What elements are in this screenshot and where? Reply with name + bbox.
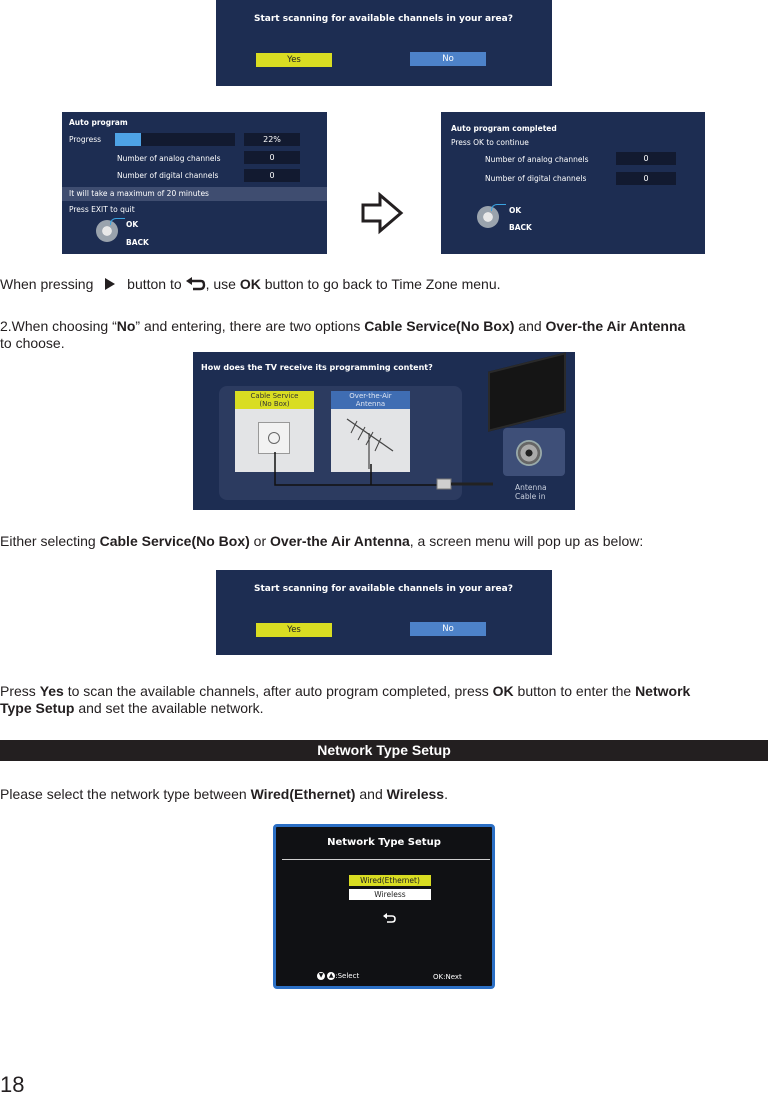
- no-button[interactable]: No: [410, 52, 486, 66]
- digital-channels-value: 0: [616, 172, 676, 185]
- progress-label: Progress: [69, 135, 102, 144]
- cable-line2: (No Box): [259, 400, 290, 408]
- return-icon[interactable]: [383, 913, 396, 923]
- programming-source-screen: [193, 352, 575, 510]
- instruction-paragraph-3: [0, 533, 768, 550]
- analog-channels-value: 0: [244, 151, 300, 164]
- page-number: 18: [0, 1072, 25, 1097]
- para1-text-b: button to: [127, 276, 182, 292]
- instruction-paragraph-1: [0, 276, 768, 293]
- progress-bar-fill: [115, 133, 141, 146]
- select-hint-text: :Select: [335, 972, 360, 980]
- title-divider: [282, 859, 490, 860]
- auto-program-screen: [62, 112, 327, 254]
- select-hint: [317, 972, 359, 980]
- para1-text-a: When pressing: [0, 276, 94, 292]
- yes-button[interactable]: Yes: [256, 623, 332, 637]
- para3-or: or: [253, 533, 267, 549]
- option-wired[interactable]: Wired(Ethernet): [349, 875, 431, 886]
- para2-text-b: ” and entering, there are two options: [135, 318, 361, 334]
- instruction-paragraph-5: [0, 786, 768, 803]
- para4-text-a: Press: [0, 683, 36, 699]
- para3-text-a: Either selecting: [0, 533, 96, 549]
- para4-text-b: to scan the available channels, after auto program completed, press: [67, 683, 489, 699]
- cable-in-line1: Antenna: [515, 483, 547, 492]
- down-button-icon: ▼: [318, 972, 324, 979]
- para5-text-a: Please select the network type between: [0, 786, 247, 802]
- scan-question: Start scanning for available channels in your area?: [254, 584, 513, 594]
- up-button-icon: ▲: [328, 972, 334, 979]
- para3-text-b: , a screen menu will pop up as below:: [409, 533, 644, 549]
- antenna-keyword: Over-the Air Antenna: [545, 318, 686, 334]
- continue-hint: Press OK to continue: [451, 138, 529, 147]
- antenna-keyword: Over-the Air Antenna: [270, 533, 410, 549]
- time-notice: It will take a maximum of 20 minutes: [62, 187, 327, 201]
- ok-keyword: OK: [492, 683, 514, 699]
- wireless-keyword: Wireless: [386, 786, 445, 802]
- coax-socket-icon: [516, 440, 542, 466]
- para2-text-c: to choose.: [0, 335, 65, 351]
- analog-channels-value: 0: [616, 152, 676, 165]
- cable-in-line2: Cable in: [515, 492, 546, 501]
- analog-channels-label: Number of analog channels: [485, 155, 589, 164]
- no-keyword: No: [116, 318, 136, 334]
- scan-dialog-mid: [216, 570, 552, 655]
- right-arrow-icon: [360, 190, 406, 236]
- auto-program-title: Auto program: [69, 118, 128, 127]
- exit-hint: Press EXIT to quit: [69, 205, 135, 214]
- antenna-line2: Antenna: [355, 400, 386, 408]
- instruction-paragraph-4: [0, 683, 768, 717]
- ok-label: OK: [126, 220, 139, 229]
- antenna-line1: Over-the-Air: [349, 392, 392, 400]
- section-header-title: Network Type Setup: [317, 742, 451, 758]
- scan-question: Start scanning for available channels in your area?: [254, 14, 513, 24]
- cable-line1: Cable Service: [250, 392, 299, 400]
- yes-keyword: Yes: [39, 683, 64, 699]
- cable-service-keyword: Cable Service(No Box): [99, 533, 250, 549]
- network-type-setup-screen: [273, 824, 495, 989]
- para1-text-d: button to go back to Time Zone menu.: [264, 276, 501, 292]
- para4-text-c: button to enter the: [517, 683, 632, 699]
- wired-keyword: Wired(Ethernet): [250, 786, 356, 802]
- type-setup-keyword: Type Setup: [0, 700, 75, 716]
- para5-end: .: [444, 786, 448, 802]
- network-screen-title: Network Type Setup: [327, 837, 441, 848]
- ok-pointer-line: [491, 204, 506, 211]
- instruction-paragraph-2: [0, 318, 768, 352]
- programming-question: How does the TV receive its programming content?: [201, 363, 433, 372]
- play-right-icon: [105, 278, 115, 290]
- next-hint: OK:Next: [433, 973, 462, 981]
- network-keyword: Network: [635, 683, 691, 699]
- para2-and: and: [518, 318, 542, 334]
- back-label: BACK: [126, 238, 149, 247]
- option-wireless[interactable]: Wireless: [349, 889, 431, 900]
- digital-channels-label: Number of digital channels: [117, 171, 219, 180]
- tv-icon: [486, 358, 566, 426]
- back-label: BACK: [509, 223, 532, 232]
- section-header-bar: [0, 740, 768, 761]
- para1-text-c: , use: [205, 276, 236, 292]
- completed-title: Auto program completed: [451, 124, 557, 133]
- cable-in-label: [515, 483, 547, 501]
- para5-and: and: [359, 786, 383, 802]
- auto-program-completed-screen: [441, 112, 705, 254]
- scan-dialog-top: [216, 0, 552, 86]
- progress-value: 22%: [244, 133, 300, 146]
- progress-bar: [115, 133, 235, 146]
- para2-text-a: 2.When choosing “: [0, 318, 117, 334]
- para4-text-d: and set the available network.: [78, 700, 264, 716]
- ok-pointer-line: [110, 218, 125, 225]
- return-icon: [186, 277, 206, 291]
- ok-keyword: OK: [239, 276, 261, 292]
- no-button[interactable]: No: [410, 622, 486, 636]
- digital-channels-value: 0: [244, 169, 300, 182]
- cable-service-keyword: Cable Service(No Box): [364, 318, 515, 334]
- digital-channels-label: Number of digital channels: [485, 174, 587, 183]
- ok-label: OK: [509, 206, 522, 215]
- analog-channels-label: Number of analog channels: [117, 154, 221, 163]
- yes-button[interactable]: Yes: [256, 53, 332, 67]
